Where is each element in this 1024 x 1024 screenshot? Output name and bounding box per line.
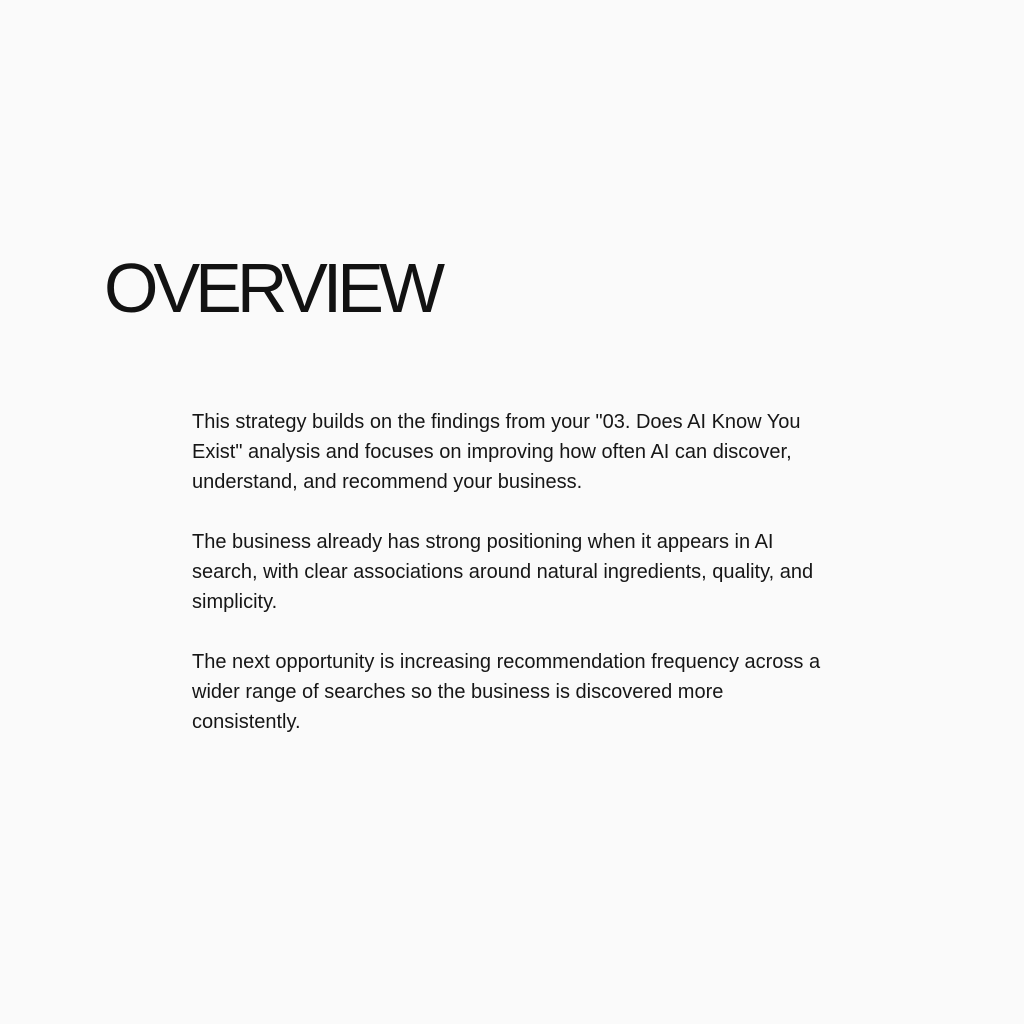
paragraph-positioning: The business already has strong positioning when it appears in AI search, with clear associations around natural ingredients, quality, and simplicity. xyxy=(192,531,814,613)
paragraph-opportunity: The next opportunity is increasing recommendation frequency across a wider range of searches so the business is discovered more consistently. xyxy=(192,651,821,733)
overview-body xyxy=(192,407,832,737)
page-title: OVERVIEW xyxy=(104,249,441,327)
paragraph-intro: This strategy builds on the findings from your "03. Does AI Know You Exist" analysis and focuses on improving how often AI can discover, understand, and recommend your business. xyxy=(192,411,801,493)
